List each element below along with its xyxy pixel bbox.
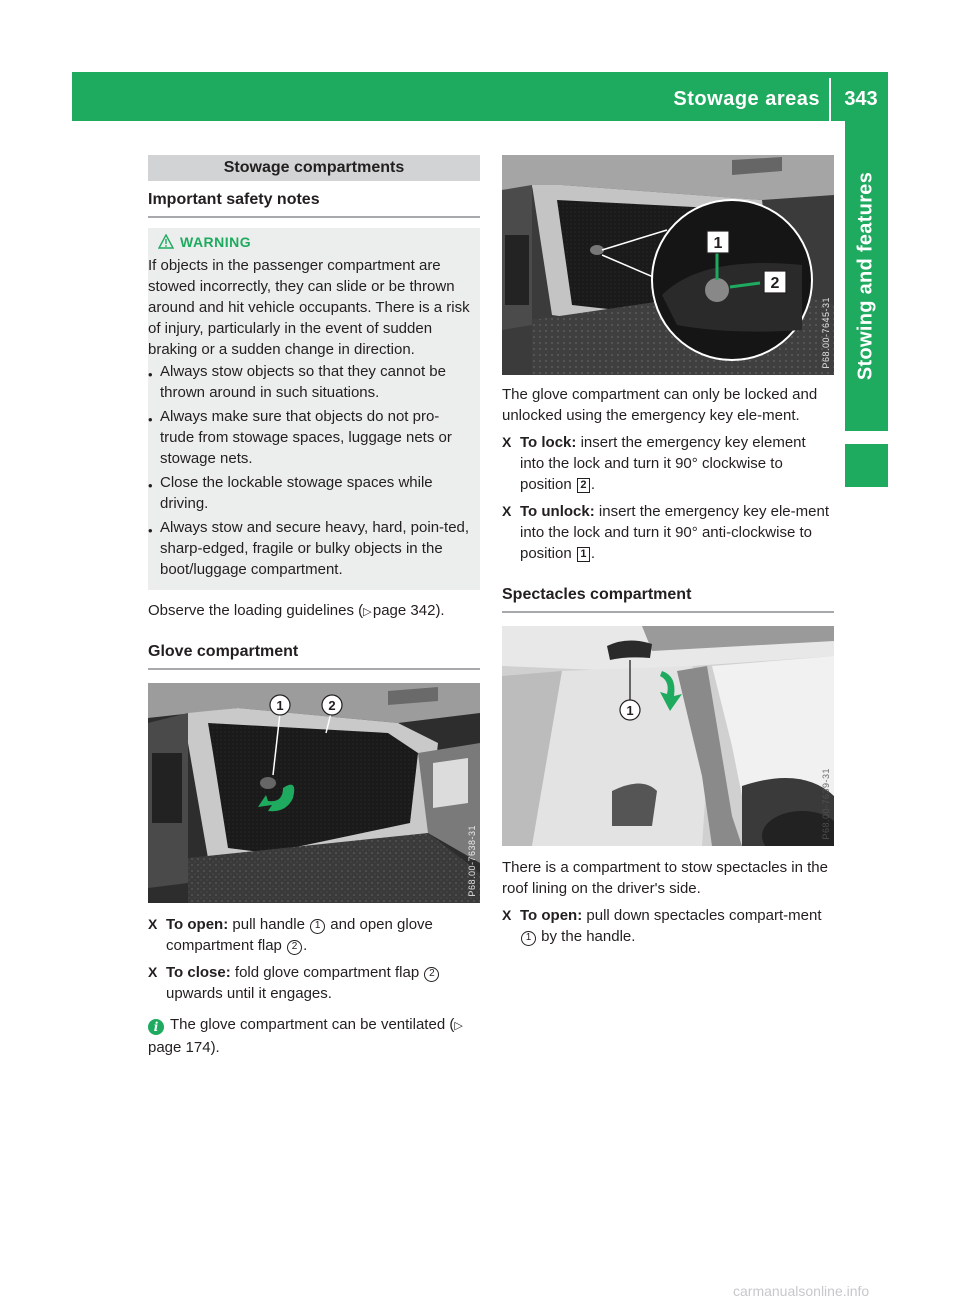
bullet-marker: • [148,478,153,493]
lock-intro: The glove compartment can only be locked and unlocked using the emergency key ele-ment. [502,386,818,424]
step-spectacles-open: X To open: pull down spectacles compart-ment 1 by the handle. [502,907,822,945]
step-to-open: X To open: pull handle 1 and open glove compartment flap 2 . [148,916,433,954]
figure-code: P68.00-7645-31 [821,297,831,369]
chapter-marker [845,444,888,487]
safety-heading: Important safety notes [148,191,480,218]
page-link-342[interactable]: page 342). [372,602,445,619]
warning-bullet: • Always make sure that objects do not pro-trude from stowage spaces, luggage nets or stowage nets. [148,408,452,467]
warning-title-text: WARNING [180,234,252,250]
spectacles-illustration [502,626,834,846]
warning-bullets [148,361,472,580]
warning-triangle-icon [158,234,174,249]
bullet-marker: • [148,412,153,427]
spectacles-intro: There is a compartment to stow spectacles in the roof lining on the driver's side. [502,859,828,897]
step-marker: X [148,964,158,980]
chapter-tab [845,121,888,431]
step-to-close: X To close: fold glove compartment flap 2 upwards until it engages. [148,962,480,1004]
figure-code: P68.00-7638-31 [467,825,477,897]
callout-number: 2 [424,967,439,982]
bullet-marker: • [148,523,153,538]
warning-box [148,228,480,590]
bullet-marker: • [148,367,153,382]
step-marker: X [502,907,512,923]
figure-callout: 1 [276,698,284,713]
glove-compartment-illustration [148,683,480,903]
callout-number: 2 [287,940,302,955]
left-column [148,155,480,1058]
step-marker: X [502,503,512,519]
section-title: Stowage compartments [148,155,480,181]
step-marker: X [502,434,512,450]
step-to-unlock: X To unlock: insert the emergency key ele-ment into the lock and turn it 90° anti-clockwise to position 1 . [502,503,829,562]
glove-compartment-figure [148,683,480,903]
page-ref-arrow-icon: ▷ [454,1020,463,1032]
figure-callout: 1 [713,235,723,252]
figure-callout: 2 [328,698,336,713]
position-number: 1 [577,547,590,562]
glove-heading: Glove compartment [148,643,480,670]
page-ref-arrow-icon: ▷ [363,606,372,618]
info-icon: i [148,1019,164,1035]
chapter-tab-label: Stowing and features [854,171,877,381]
warning-title [180,234,472,250]
glove-lock-illustration [502,155,834,375]
figure-callout: 2 [770,275,780,292]
warning-bullet: • Always stow objects so that they cannot be thrown around in such situations. [148,363,446,401]
warning-text: If objects in the passenger compartment are stowed incorrectly, they can slide or be thrown around and hit vehicle occupants. There is a risk of injury, particularly in the event of sudden braking or a sudden change in direction. [148,257,470,358]
spectacles-heading: Spectacles compartment [502,586,834,613]
page-header [72,72,888,121]
header-divider [829,78,831,121]
right-column [502,155,834,947]
position-number: 2 [577,478,590,493]
figure-callout: 1 [626,703,634,718]
loading-guidelines-text: Observe the loading guidelines (▷ page 342). [148,602,445,619]
header-title: Stowage areas [673,88,820,110]
glove-lock-figure [502,155,834,375]
page-link-174[interactable]: page 174). [148,1039,220,1056]
ventilation-note: i The glove compartment can be ventilated (▷ page 174). [148,1016,463,1056]
warning-bullet: • Close the lockable stowage spaces while driving. [148,474,433,512]
page-number: 343 [844,88,878,110]
callout-number: 1 [521,931,536,946]
spectacles-figure [502,626,834,846]
callout-number: 1 [310,919,325,934]
figure-code: P68.00-7639-31 [821,768,831,840]
warning-bullet: • Always stow and secure heavy, hard, poin-ted, sharp-edged, fragile or bulky objects in the boot/luggage compartment. [148,519,470,578]
footer-watermark: carmanualsonline.info [733,1283,870,1299]
step-to-lock: X To lock: insert the emergency key element into the lock and turn it 90° clockwise to position 2 . [502,434,806,493]
step-marker: X [148,916,158,932]
